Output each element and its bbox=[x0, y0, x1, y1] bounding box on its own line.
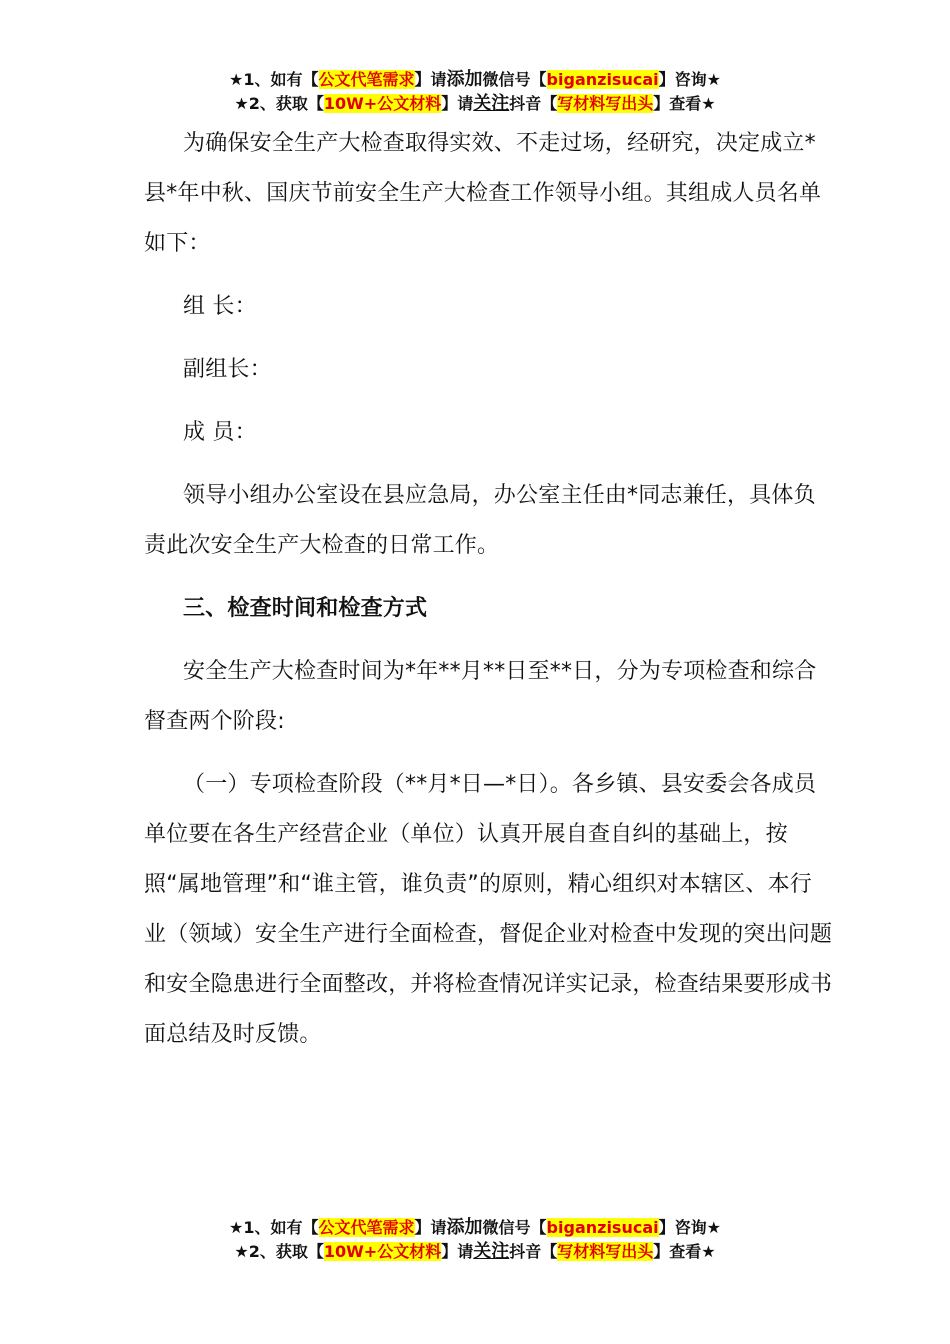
highlight-service: 公文代笔需求 bbox=[318, 70, 415, 89]
paragraph-leader: 组 长： bbox=[183, 294, 257, 319]
header-banner bbox=[0, 68, 950, 116]
document-body bbox=[144, 119, 834, 1073]
paragraph-deputy-leader: 副组长： bbox=[183, 357, 272, 382]
highlight-douyin: 写材料写出头 bbox=[557, 1242, 654, 1261]
paragraph-leadership-group: 为确保安全生产大检查取得实效、不走过场，经研究，决定成立*县*年中秋、国庆节前安全生产大检查工作领导小组。其组成人员名单如下： bbox=[144, 131, 822, 256]
highlight-douyin: 写材料写出头 bbox=[557, 94, 654, 113]
paragraph-special-inspection: （一）专项检查阶段（**月*日—*日）。各乡镇、县安委会各成员单位要在各生产经营企业（单位）认真开展自查自纠的基础上，按照“属地管理”和“谁主管，谁负责”的原则，精心组织对本辖区、本行业（领域）安全生产进行全面检查，督促企业对检查中发现的突出问题和安全隐患进行全面整改，并将检查情况详实记录，检查结果要形成书面总结及时反馈。 bbox=[144, 772, 833, 1047]
paragraph-members: 成 员： bbox=[183, 420, 257, 445]
banner-line-1: ★1、如有【公文代笔需求】请添加微信号【biganzisucai】咨询★ bbox=[229, 69, 721, 90]
highlight-wechat-id: biganzisucai bbox=[546, 1218, 659, 1237]
highlight-materials: 10W+公文材料 bbox=[323, 1242, 442, 1261]
banner-line-2: ★2、获取【10W+公文材料】请关注抖音【写材料写出头】查看★ bbox=[234, 93, 716, 114]
paragraph-office: 领导小组办公室设在县应急局，办公室主任由*同志兼任，具体负责此次安全生产大检查的日常工作。 bbox=[144, 483, 816, 558]
banner-line-1: ★1、如有【公文代笔需求】请添加微信号【biganzisucai】咨询★ bbox=[229, 1217, 721, 1238]
section-heading: 三、检查时间和检查方式 bbox=[183, 596, 428, 621]
highlight-service: 公文代笔需求 bbox=[318, 1218, 415, 1237]
highlight-materials: 10W+公文材料 bbox=[323, 94, 442, 113]
footer-banner bbox=[0, 1216, 950, 1264]
banner-line-2: ★2、获取【10W+公文材料】请关注抖音【写材料写出头】查看★ bbox=[234, 1241, 716, 1262]
paragraph-inspection-time: 安全生产大检查时间为*年**月**日至**日，分为专项检查和综合督查两个阶段: bbox=[144, 659, 817, 734]
highlight-wechat-id: biganzisucai bbox=[546, 70, 659, 89]
